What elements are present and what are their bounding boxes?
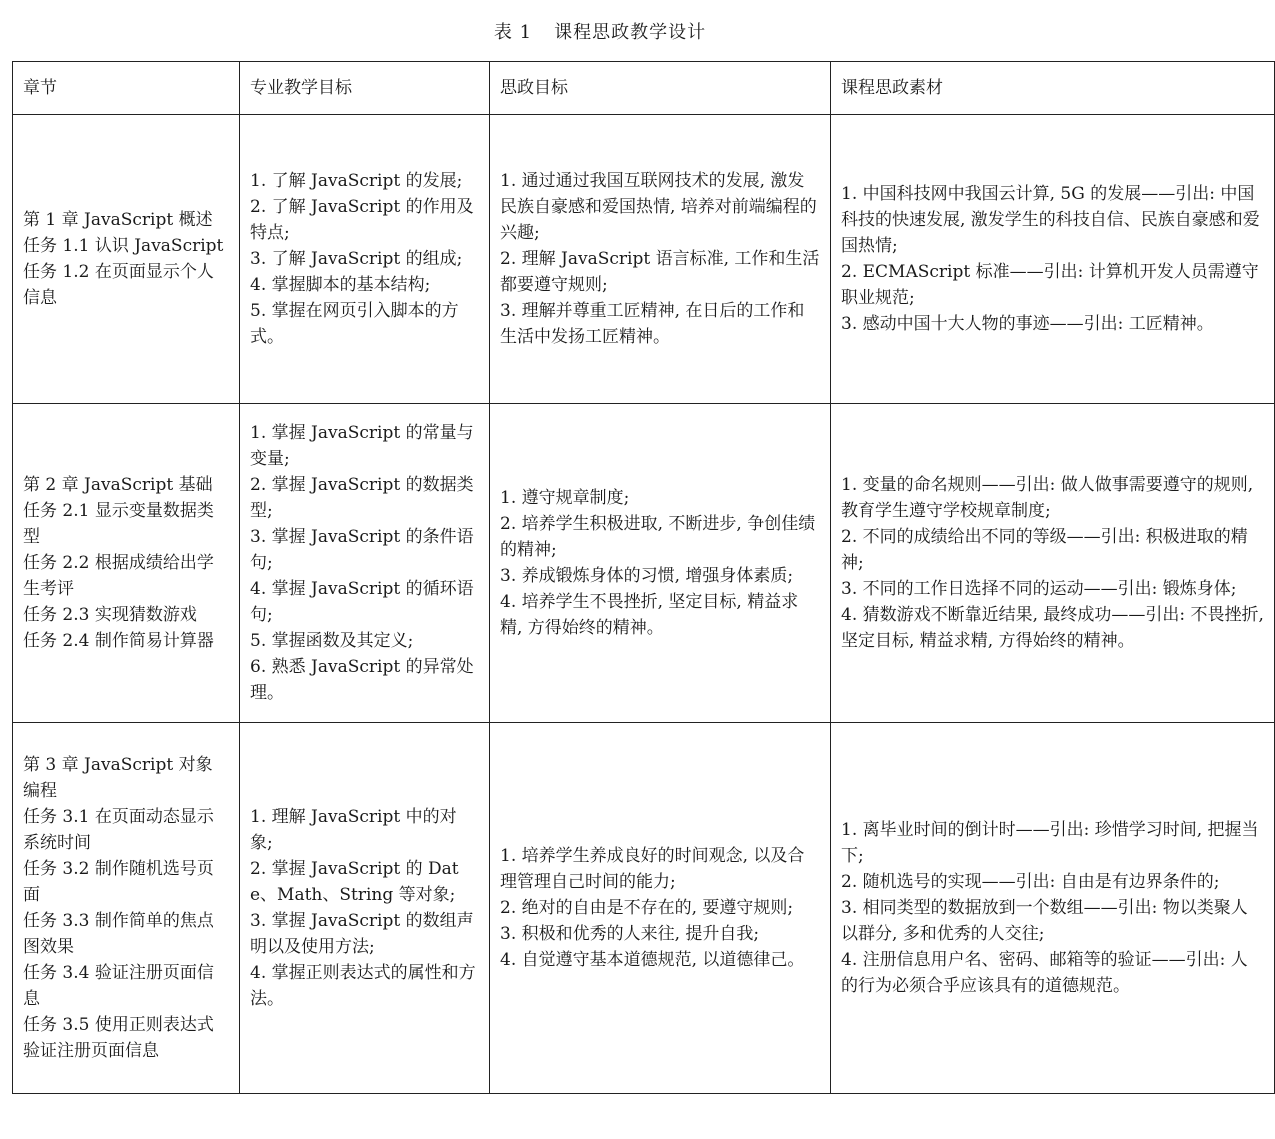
cell-line: 第 2 章 JavaScript 基础	[23, 475, 213, 495]
cell-line: 3. 理解并尊重工匠精神, 在日后的工作和生活中发扬工匠精神。	[500, 301, 805, 347]
header-row	[13, 62, 1275, 115]
header-teaching-goal: 专业教学目标	[240, 62, 490, 115]
header-chapter: 章节	[13, 62, 240, 115]
cell-line: 5. 掌握在网页引入脚本的方式。	[250, 301, 459, 347]
chapter-cell	[13, 404, 240, 723]
cell-line: 任务 2.1 显示变量数据类型	[23, 501, 214, 547]
table-row	[13, 404, 1275, 723]
cell-line: 1. 离毕业时间的倒计时——引出: 珍惜学习时间, 把握当下;	[841, 820, 1259, 866]
table-row	[13, 723, 1275, 1094]
cell-line: 6. 熟悉 JavaScript 的异常处理。	[250, 657, 474, 703]
ideology-goal-cell	[490, 723, 831, 1094]
course-design-table	[12, 61, 1275, 1094]
cell-line: 任务 3.4 验证注册页面信息	[23, 963, 214, 1009]
table-number: 表 1	[493, 22, 533, 43]
ideology-goal-cell	[490, 115, 831, 404]
header-material: 课程思政素材	[831, 62, 1275, 115]
cell-line: 1. 变量的命名规则——引出: 做人做事需要遵守的规则, 教育学生遵守学校规章制度;	[841, 475, 1254, 521]
cell-line: 第 3 章 JavaScript 对象编程	[23, 755, 213, 801]
cell-line: 1. 通过通过我国互联网技术的发展, 激发民族自豪感和爱国热情, 培养对前端编程的兴趣;	[500, 171, 817, 243]
cell-line: 4. 自觉遵守基本道德规范, 以道德律己。	[500, 950, 805, 970]
teaching-goal-cell	[240, 723, 490, 1094]
cell-line: 2. 不同的成绩给出不同的等级——引出: 积极进取的精神;	[841, 527, 1248, 573]
cell-line: 1. 中国科技网中我国云计算, 5G 的发展——引出: 中国科技的快速发展, 激发学生的科技自信、民族自豪感和爱国热情;	[841, 184, 1260, 256]
chapter-cell	[13, 115, 240, 404]
cell-line: 2. 掌握 JavaScript 的 Date、Math、String 等对象;	[250, 859, 459, 905]
cell-line: 2. 随机选号的实现——引出: 自由是有边界条件的;	[841, 872, 1220, 892]
table-caption	[0, 18, 1200, 44]
material-cell	[831, 404, 1275, 723]
chapter-cell	[13, 723, 240, 1094]
cell-line: 1. 理解 JavaScript 中的对象;	[250, 807, 457, 853]
ideology-goal-cell	[490, 404, 831, 723]
cell-line: 1. 了解 JavaScript 的发展;	[250, 171, 463, 191]
table-title: 课程思政教学设计	[554, 22, 707, 43]
cell-line: 5. 掌握函数及其定义;	[250, 631, 414, 651]
cell-line: 2. 掌握 JavaScript 的数据类型;	[250, 475, 474, 521]
cell-line: 第 1 章 JavaScript 概述	[23, 210, 213, 230]
cell-line: 4. 掌握正则表达式的属性和方法。	[250, 963, 476, 1009]
cell-line: 任务 3.5 使用正则表达式验证注册页面信息	[23, 1015, 214, 1061]
cell-line: 3. 相同类型的数据放到一个数组——引出: 物以类聚人以群分, 多和优秀的人交往;	[841, 898, 1248, 944]
cell-line: 任务 2.4 制作简易计算器	[23, 631, 214, 651]
cell-line: 2. 绝对的自由是不存在的, 要遵守规则;	[500, 898, 794, 918]
cell-line: 3. 不同的工作日选择不同的运动——引出: 锻炼身体;	[841, 579, 1237, 599]
cell-line: 1. 遵守规章制度;	[500, 488, 630, 508]
cell-line: 3. 养成锻炼身体的习惯, 增强身体素质;	[500, 566, 794, 586]
cell-line: 任务 1.1 认识 JavaScript	[23, 236, 224, 256]
teaching-goal-cell	[240, 115, 490, 404]
cell-line: 4. 猜数游戏不断靠近结果, 最终成功——引出: 不畏挫折, 坚定目标, 精益求精, 方得始终的精神。	[841, 605, 1264, 651]
cell-line: 任务 2.2 根据成绩给出学生考评	[23, 553, 214, 599]
cell-line: 1. 掌握 JavaScript 的常量与变量;	[250, 423, 474, 469]
cell-line: 2. 了解 JavaScript 的作用及特点;	[250, 197, 474, 243]
cell-line: 4. 培养学生不畏挫折, 坚定目标, 精益求精, 方得始终的精神。	[500, 592, 799, 638]
material-cell	[831, 723, 1275, 1094]
cell-line: 3. 掌握 JavaScript 的数组声明以及使用方法;	[250, 911, 474, 957]
teaching-goal-cell	[240, 404, 490, 723]
cell-line: 4. 注册信息用户名、密码、邮箱等的验证——引出: 人的行为必须合乎应该具有的道德规范。	[841, 950, 1248, 996]
cell-line: 2. 理解 JavaScript 语言标准, 工作和生活都要遵守规则;	[500, 249, 820, 295]
cell-line: 1. 培养学生养成良好的时间观念, 以及合理管理自己时间的能力;	[500, 846, 805, 892]
cell-line: 任务 2.3 实现猜数游戏	[23, 605, 197, 625]
cell-line: 3. 积极和优秀的人来往, 提升自我;	[500, 924, 760, 944]
cell-line: 4. 掌握脚本的基本结构;	[250, 275, 431, 295]
cell-line: 3. 了解 JavaScript 的组成;	[250, 249, 463, 269]
cell-line: 3. 掌握 JavaScript 的条件语句;	[250, 527, 474, 573]
header-ideology-goal: 思政目标	[490, 62, 831, 115]
cell-line: 2. 培养学生积极进取, 不断进步, 争创佳绩的精神;	[500, 514, 816, 560]
cell-line: 2. ECMAScript 标准——引出: 计算机开发人员需遵守职业规范;	[841, 262, 1259, 308]
cell-line: 任务 3.1 在页面动态显示系统时间	[23, 807, 214, 853]
cell-line: 3. 感动中国十大人物的事迹——引出: 工匠精神。	[841, 314, 1214, 334]
cell-line: 任务 3.2 制作随机选号页面	[23, 859, 214, 905]
material-cell	[831, 115, 1275, 404]
cell-line: 4. 掌握 JavaScript 的循环语句;	[250, 579, 474, 625]
cell-line: 任务 1.2 在页面显示个人信息	[23, 262, 214, 308]
cell-line: 任务 3.3 制作简单的焦点图效果	[23, 911, 214, 957]
table-row	[13, 115, 1275, 404]
